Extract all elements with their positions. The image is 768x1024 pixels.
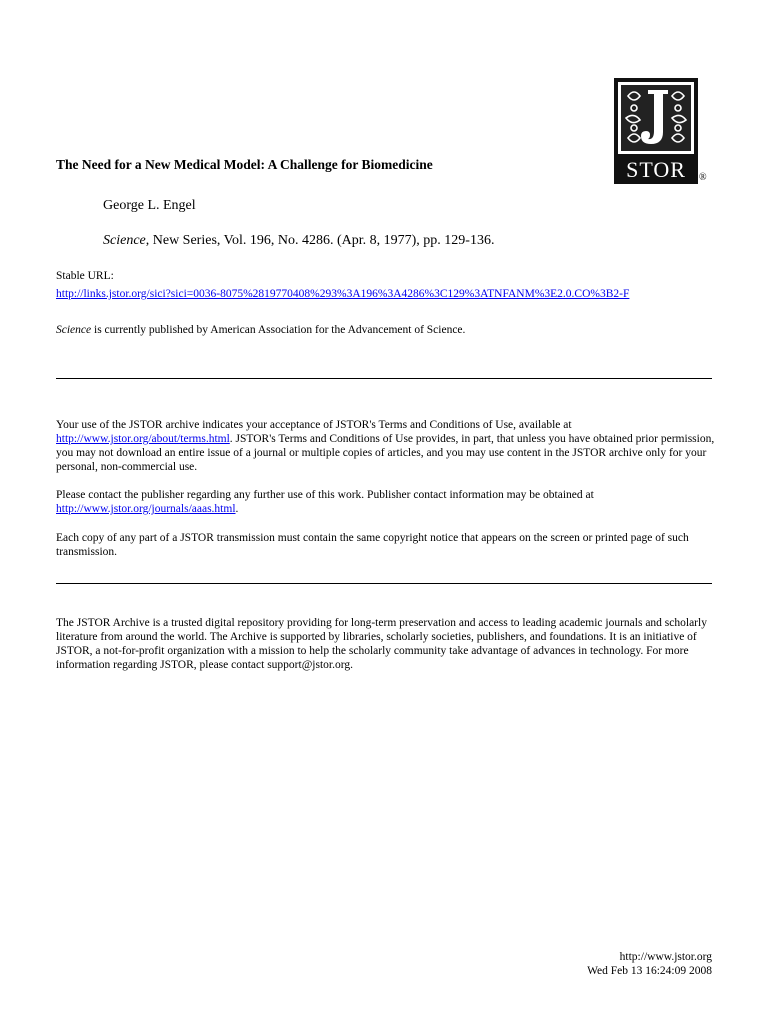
terms-paragraph-2 [56, 488, 716, 516]
terms-paragraph-1 [56, 418, 716, 474]
jstor-wordmark: STOR [626, 157, 686, 182]
publisher-journal: Science [56, 324, 92, 336]
divider-top [56, 378, 712, 379]
jstor-logo-graphic [614, 78, 698, 184]
terms-p2-start: Please contact the publisher regarding any further use of this work. Publisher contact information may be obtained at [56, 489, 594, 501]
publisher-contact-link[interactable]: http://www.jstor.org/journals/aaas.html [56, 503, 236, 515]
terms-paragraph-3: Each copy of any part of a JSTOR transmission must contain the same copyright notice that appears on the screen or printed page of such transmission. [56, 532, 689, 558]
stable-url-label: Stable URL: [56, 270, 114, 282]
article-citation [103, 233, 494, 249]
registered-mark: ® [699, 172, 707, 183]
terms-p1-start: Your use of the JSTOR archive indicates your acceptance of JSTOR's Terms and Conditions of Use, available at [56, 419, 572, 431]
stable-url-container [56, 288, 629, 300]
citation-journal: Science [103, 233, 146, 248]
terms-p1-rest: . JSTOR's Terms and Conditions of Use provides, in part, that unless you have obtained prior permission, you may not download an entire issue of a journal or multiple copies of articles, and you may use content in the JSTOR archive only for your personal, non-commercial use. [56, 433, 715, 473]
article-author: George L. Engel [103, 198, 196, 213]
footer-timestamp: Wed Feb 13 16:24:09 2008 [587, 965, 712, 977]
about-jstor-paragraph: The JSTOR Archive is a trusted digital repository providing for long-term preservation and access to leading academic journals and scholarly literature from around the world. The Archive is supported by libraries, scholarly societies, publishers, and foundations. It is an initiative of JSTOR, a not-for-profit organization with a mission to help the scholarly community take advantage of advances in technology. For more information regarding JSTOR, please contact support@jstor.org. [56, 617, 707, 671]
publisher-text: is currently published by American Association for the Advancement of Science. [91, 324, 466, 336]
jstor-logo [614, 78, 698, 184]
terms-link[interactable]: http://www.jstor.org/about/terms.html [56, 433, 230, 445]
publisher-info [56, 324, 465, 336]
article-title: The Need for a New Medical Model: A Challenge for Biomedicine [56, 157, 433, 172]
stable-url-link[interactable]: http://links.jstor.org/sici?sici=0036-8075%2819770408%293%3A196%3A4286%3C129%3ATNFANM%3E2.0.CO%3B2-F [56, 288, 630, 300]
footer-url: http://www.jstor.org [619, 951, 712, 963]
citation-details: , New Series, Vol. 196, No. 4286. (Apr. 8, 1977), pp. 129-136. [145, 233, 495, 248]
terms-p2-end: . [235, 503, 239, 515]
divider-bottom [56, 583, 712, 584]
